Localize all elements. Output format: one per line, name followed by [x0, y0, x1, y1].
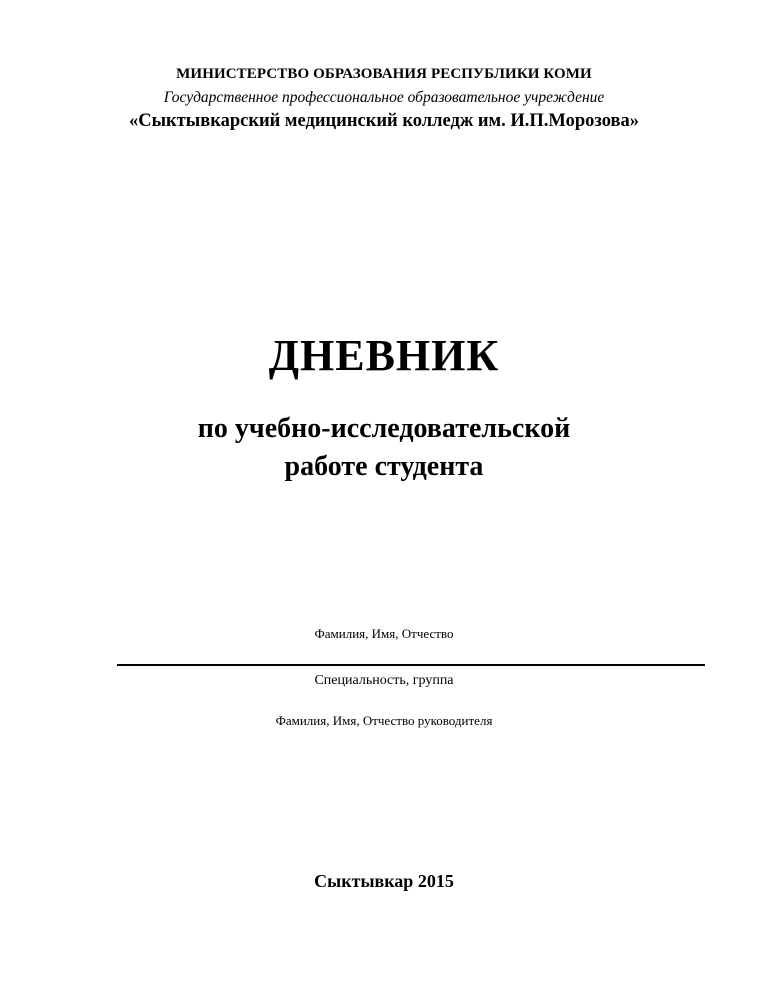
- document-title: ДНЕВНИК: [268, 331, 500, 380]
- institution-type: Государственное профессиональное образовательное учреждение: [163, 89, 605, 106]
- college-name: «Сыктывкарский медицинский колледж им. И.П.Морозова»: [128, 111, 640, 131]
- document-subtitle-line-2: работе студента: [284, 451, 484, 482]
- city-year: Сыктывкар 2015: [314, 871, 454, 891]
- specialty-group-label: Специальность, группа: [314, 673, 454, 688]
- ministry-heading: МИНИСТЕРСТВО ОБРАЗОВАНИЯ РЕСПУБЛИКИ КОМИ: [176, 66, 592, 82]
- document-subtitle-line-1: по учебно-исследовательской: [197, 413, 571, 444]
- fill-in-rule: [117, 664, 705, 666]
- supervisor-name-label: Фамилия, Имя, Отчество руководителя: [275, 713, 493, 728]
- student-name-label: Фамилия, Имя, Отчество: [314, 626, 454, 641]
